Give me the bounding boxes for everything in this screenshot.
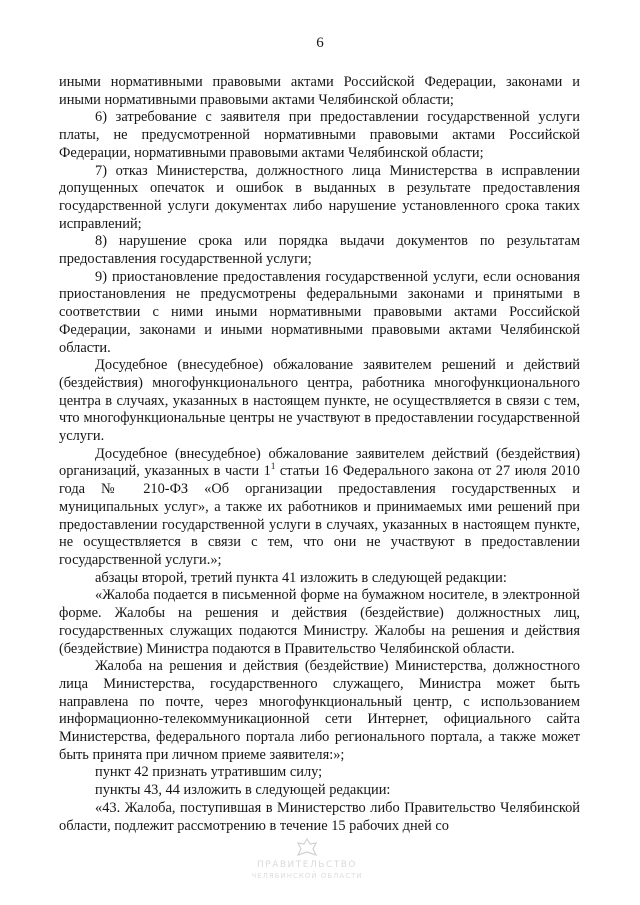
paragraph-item-6: 6) затребование с заявителя при предоставлении государственной услуги платы, не предусмотренной нормативными правовыми актами Российской Федерации, нормативными правовыми актами Челябинской области; (59, 109, 580, 161)
paragraph-organizations-appeal (59, 446, 580, 570)
superscript-part-number: 1 (270, 461, 276, 472)
government-stamp (232, 838, 382, 886)
paragraph-item-7: 7) отказ Министерства, должностного лица Министерства в исправлении допущенных опечаток и ошибок в выданных в результате предоставления государственной услуги документах либо нарушение установленного срока таких исправлений; (59, 162, 580, 232)
paragraph-organizations-appeal-start: Досудебное (внесудебное) обжалование заявителем действий (бездействия) организаций, указанных в части 1 (59, 445, 580, 480)
paragraph-item-8: 8) нарушение срока или порядка выдачи документов по результатам предоставления государственной услуги; (59, 233, 580, 268)
paragraph-continuation: иными нормативными правовыми актами Российской Федерации, законами и иными нормативными правовыми актами Челябинской области; (59, 74, 580, 108)
document-body (59, 74, 580, 835)
paragraph-item-42: пункт 42 признать утратившим силу; (95, 764, 323, 781)
stamp-line-1: ПРАВИТЕЛЬСТВО (257, 860, 357, 870)
emblem-icon (296, 838, 318, 858)
paragraph-complaint-form: «Жалоба подается в письменной форме на бумажном носителе, в электронной форме. Жалобы на решения и действия (бездействие) должностных лиц, государственных служащих подаются Министру. Жалобы на решения и действия (бездействие) Министра подаются в Правительство Челябинской области. (59, 587, 580, 657)
page-number: 6 (316, 35, 324, 51)
paragraph-organizations-appeal-end: статьи 16 Федерального закона от 27 июля 2010 года № 210-ФЗ «Об организации предоставления государственных и муниципальных услуг», а также их работников и принимаемых ими решений при предоставлении государственной услуги в случаях, указанных в настоящем пункте, не осуществляется в связи с тем, что они не участвуют в предоставлении государственной услуги.»; (59, 463, 580, 568)
paragraph-amend-41: абзацы второй, третий пункта 41 изложить в следующей редакции: (95, 569, 507, 586)
paragraph-item-43: «43. Жалоба, поступившая в Министерство либо Правительство Челябинской области, подлежит рассмотрению в течение 15 рабочих дней со (59, 799, 580, 834)
paragraph-item-9: 9) приостановление предоставления государственной услуги, если основания приостановления не предусмотрены федеральными законами и принятыми в соответствии с ними иными нормативными правовыми актами Российской Федерации, законами и иными нормативными правовыми актами Челябинской области. (59, 268, 580, 356)
paragraph-complaint-channels: Жалоба на решения и действия (бездействие) Министерства, должностного лица Министерства, государственного служащего, Министра может быть направлена по почте, через многофункциональный центр, с использованием информационно-телекоммуникационной сети Интернет, официального сайта Министерства, федерального портала либо регионального портала, а также может быть принята при личном приеме заявителя:»; (59, 658, 580, 763)
stamp-line-2: ЧЕЛЯБИНСКОЙ ОБЛАСТИ (251, 872, 363, 880)
paragraph-mfc-appeal: Досудебное (внесудебное) обжалование заявителем решений и действий (бездействия) многофункционального центра, работника многофункционального центра в случаях, указанных в настоящем пункте, не осуществляется в связи с тем, что многофункциональные центры не участвуют в предоставлении государственной услуги. (59, 357, 580, 445)
paragraph-amend-43-44: пункты 43, 44 изложить в следующей редакции: (95, 782, 391, 799)
